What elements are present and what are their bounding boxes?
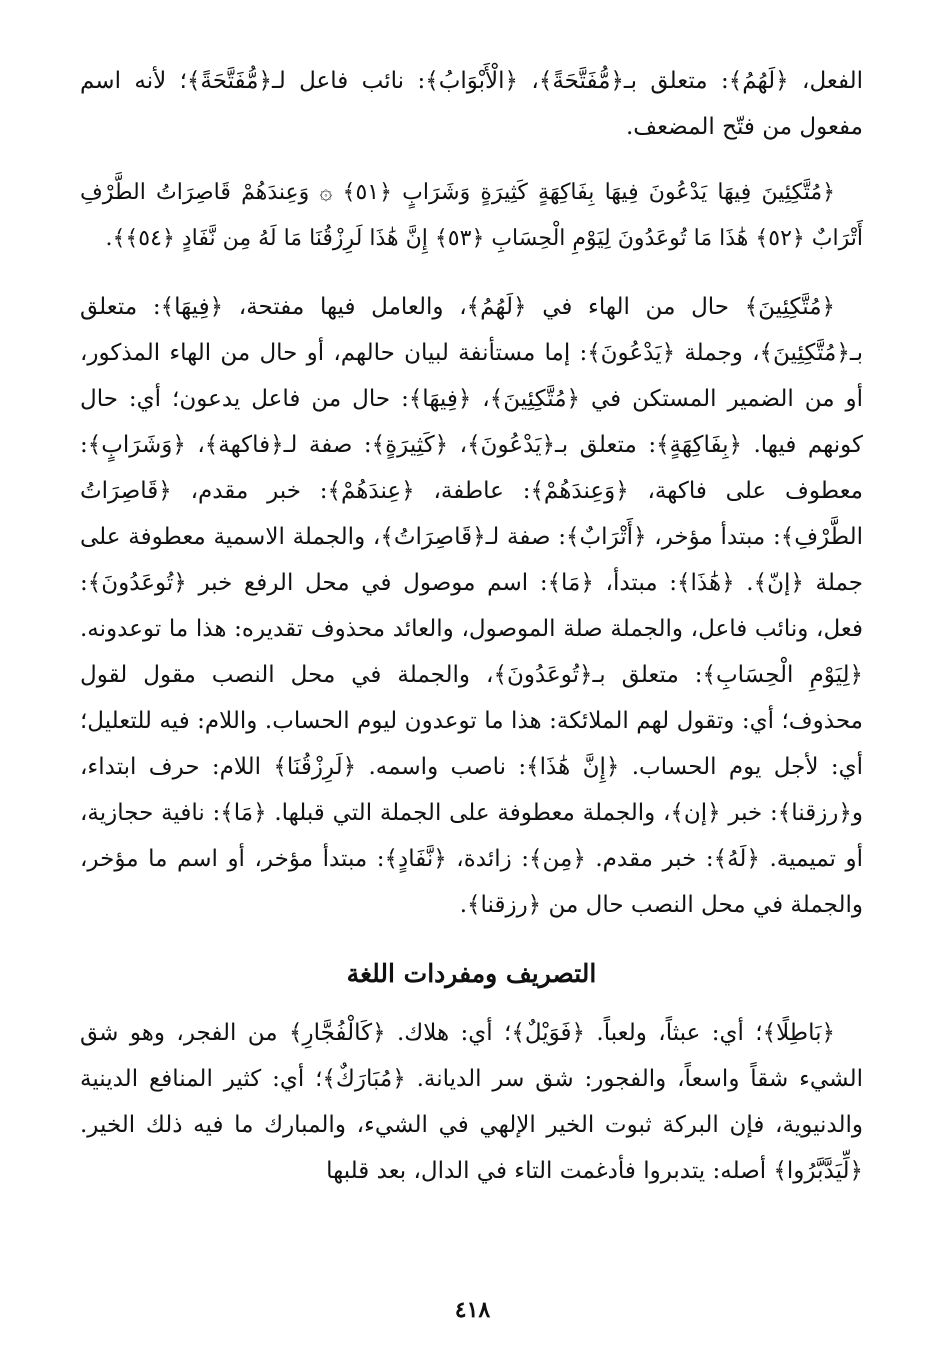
document-page [80, 58, 863, 1305]
quran-verse: ﴿مُتَّكِئِينَ فِيهَا يَدْعُونَ فِيهَا بِفَاكِهَةٍ كَثِيرَةٍ وَشَرَابٍ ﴿٥١﴾ ۞ وَعِندَهُمْ قَاصِرَاتُ الطَّرْفِ أَتْرَابٌ ﴿٥٢﴾ هَٰذَا مَا تُوعَدُونَ لِيَوْمِ الْحِسَابِ ﴿٥٣﴾ إِنَّ هَٰذَا لَرِزْقُنَا مَا لَهُ مِن نَّفَادٍ ﴿٥٤﴾﴾. [80, 180, 863, 251]
page-number: ٤١٨ [454, 1297, 491, 1323]
grammatical-analysis-paragraph: ﴿مُتَّكِئِينَ﴾ حال من الهاء في ﴿لَهُمُ﴾، والعامل فيها مفتحة، ﴿فِيهَا﴾: متعلق بـ﴿مُتَّكِئِينَ﴾، وجملة ﴿يَدْعُونَ﴾: إما مستأنفة لبيان حالهم، أو حال من الهاء المذكور، أو من الضمير المستكن في ﴿مُتَّكِئِينَ﴾، ﴿فِيهَا﴾: حال من فاعل يدعون؛ أي: حال كونهم فيها. ﴿بِفَاكِهَةٍ﴾: متعلق بـ﴿يَدْعُونَ﴾، ﴿كَثِيرَةٍ﴾: صفة لـ﴿فاكهة﴾، ﴿وَشَرَابٍ﴾: معطوف على فاكهة، ﴿وَعِندَهُمْ﴾: عاطفة، ﴿عِندَهُمْ﴾: خبر مقدم، ﴿قَاصِرَاتُ الطَّرْفِ﴾: مبتدأ مؤخر، ﴿أَتْرَابٌ﴾: صفة لـ﴿قَاصِرَاتُ﴾، والجملة الاسمية معطوفة على جملة ﴿إنّ﴾. ﴿هَٰذَا﴾: مبتدأ، ﴿مَا﴾: اسم موصول في محل الرفع خبر ﴿تُوعَدُونَ﴾: فعل، ونائب فاعل، والجملة صلة الموصول، والعائد محذوف تقديره: هذا ما توعدونه. ﴿لِيَوْمِ الْحِسَابِ﴾: متعلق بـ﴿تُوعَدُونَ﴾، والجملة في محل النصب مقول لقول محذوف؛ أي: وتقول لهم الملائكة: هذا ما توعدون ليوم الحساب. واللام: فيه للتعليل؛ أي: لأجل يوم الحساب. ﴿إِنَّ هَٰذَا﴾: ناصب واسمه. ﴿لَرِزْقُنَا﴾ اللام: حرف ابتداء، و﴿رزقنا﴾: خبر ﴿إن﴾، والجملة معطوفة على الجملة التي قبلها. ﴿مَا﴾: نافية حجازية، أو تميمية. ﴿لَهُ﴾: خبر مقدم. ﴿مِن﴾: زائدة، ﴿نَّفَادٍ﴾: مبتدأ مؤخر، أو اسم ما مؤخر، والجملة في محل النصب حال من ﴿رزقنا﴾. [80, 294, 864, 918]
section-heading: التصريف ومفردات اللغة [346, 959, 597, 988]
intro-paragraph: الفعل، ﴿لَهُمُ﴾: متعلق بـ﴿مُّفَتَّحَةً﴾، ﴿الْأَبْوَابُ﴾: نائب فاعل لـ﴿مُّفَتَّحَةً﴾؛ لأنه اسم مفعول من فتّح المضعف. [80, 68, 863, 140]
vocabulary-paragraph: ﴿بَاطِلًا﴾؛ أي: عبثاً، ولعباً. ﴿فَوَيْلٌ﴾؛ أي: هلاك. ﴿كَالْفُجَّارِ﴾ من الفجر، وهو شق الشيء شقاً واسعاً، والفجور: شق سر الديانة. ﴿مُبَارَكٌ﴾؛ أي: كثير المنافع الدينية والدنيوية، فإن البركة ثبوت الخير الإلهي في الشيء، والمبارك ما فيه ذلك الخير. ﴿لِّيَدَّبَّرُوا﴾ أصله: يتدبروا فأدغمت التاء في الدال، بعد قلبها [80, 1020, 863, 1184]
